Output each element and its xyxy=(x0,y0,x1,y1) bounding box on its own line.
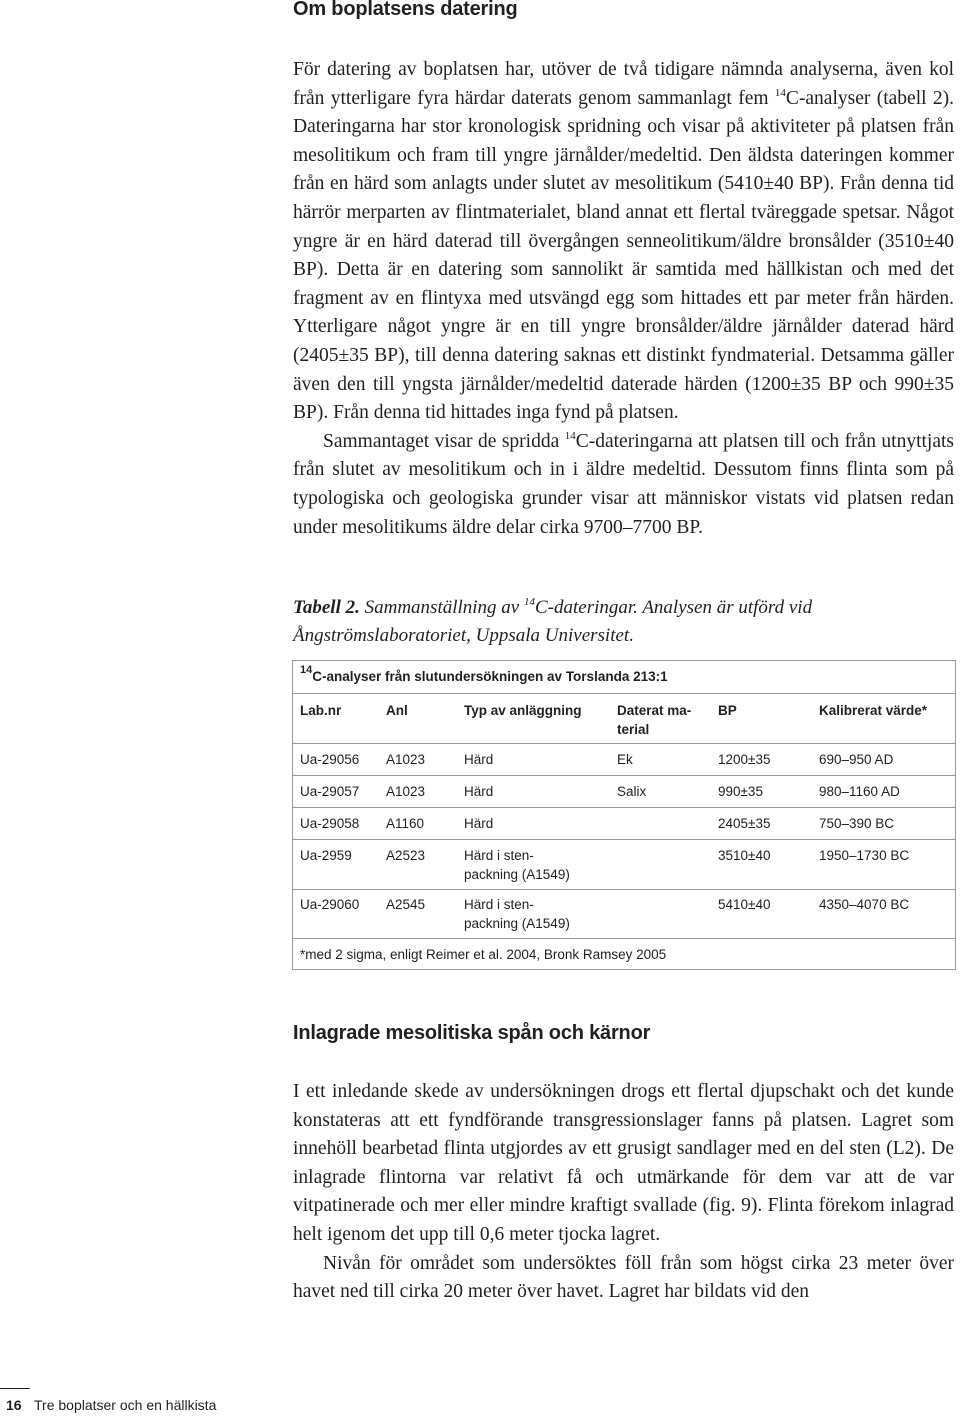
table-cell: Ua-29057 xyxy=(300,784,360,799)
header-typ: Typ av anläggning xyxy=(464,703,582,718)
table-cell: 990±35 xyxy=(718,784,763,799)
header-kalibrerat: Kalibrerat värde* xyxy=(819,703,928,718)
table-cell: A1160 xyxy=(386,816,425,831)
header-material: Daterat ma- terial xyxy=(617,703,692,737)
table-cell: A2545 xyxy=(386,897,426,912)
table-cell: A1023 xyxy=(386,784,426,799)
header-anl: Anl xyxy=(386,703,408,718)
mesolithic-paragraph-2: Nivån för området som undersöktes föll från som högst cirka 23 meter över havet ned till cirka 20 meter över havet. Lagret har bildats vid den xyxy=(293,1252,954,1303)
table-title: $^{14}$C-analyser från slutundersökningen av Torslanda 213:1 xyxy=(300,664,668,684)
table-cell: Härd i sten- packning (A1549) xyxy=(464,897,570,931)
table-cell: 1950–1730 BC xyxy=(819,848,910,863)
table-cell: Härd xyxy=(464,816,494,831)
footer-rule xyxy=(0,1388,30,1389)
table-cell: Ek xyxy=(617,752,633,767)
table-cell: Härd xyxy=(464,752,494,767)
table-cell: 4350–4070 BC xyxy=(819,897,910,912)
mesolithic-body xyxy=(293,1078,954,1307)
table-cell: Härd xyxy=(464,784,494,799)
c14-table xyxy=(292,660,956,970)
page-number: 16 xyxy=(6,1397,22,1413)
table-rule xyxy=(293,775,955,776)
table-rule xyxy=(293,938,955,939)
section-heading-dating: Om boplatsens datering xyxy=(293,0,518,20)
table-rule xyxy=(293,693,955,694)
table-rule xyxy=(293,743,955,744)
table-cell: 690–950 AD xyxy=(819,752,894,767)
header-lab-nr: Lab.nr xyxy=(300,703,342,718)
table-rule xyxy=(293,807,955,808)
table-cell: 1200±35 xyxy=(718,752,771,767)
section-heading-mesolithic: Inlagrade mesolitiska spån och kärnor xyxy=(293,1022,651,1044)
table-cell: 750–390 BC xyxy=(819,816,895,831)
table-cell: A2523 xyxy=(386,848,426,863)
table-rule xyxy=(293,839,955,840)
table-cell: 3510±40 xyxy=(718,848,771,863)
dating-paragraph-1: För datering av boplatsen har, utöver de två tidigare nämnda analyserna, även kol från ytterligare fyra härdar daterats genom sammanlagt fem $^{14}$C-analyser (tabell 2). Dateringarna har stor kronologisk spridning och visar på aktiviteter på platsen från mesolitikum och fram till yngre järnålder/medeltid. Den äldsta dateringen kommer från en härd som anlagts under slutet av mesolitikum (5410±40 BP). Från denna tid härrör merparten av flintmaterialet, bland annat ett flertal tväreggade spetsar. Något yngre är en härd daterad till övergången senneolitikum/äldre bronsålder (3510±40 BP). Detta är en datering som sannolikt är samtida med hällkistan och med det fragment av en flintyxa med utsvängd egg som hittades ett par meter från härden. Ytterligare något yngre är en till yngre bronsålder/äldre järnålder daterad härd (2405±35 BP), till denna datering saknas ett distinkt fyndmaterial. Detsamma gäller även den till yngsta järnålder/medeltid daterade härden (1200±35 BP och 990±35 BP). Från denna tid hittades inga fynd på platsen. xyxy=(293,59,955,424)
table-cell: 2405±35 xyxy=(718,816,771,831)
mesolithic-paragraph-1: I ett inledande skede av undersökningen drogs ett flertal djupschakt och det kunde konstateras att ett fyndförande transgressionslager fanns på platsen. Lagret som innehöll bearbetad flinta utgjordes av ett grusigt sandlager med en del sten (L2). De inlagrade flintorna var relativt få och utmärkande för dem var att de var vitpatinerade och mer eller mindre kraftigt svallade (fig. 9). Flinta förekom inlagrad helt igenom det upp till 0,6 meter tjocka lagret. xyxy=(293,1081,954,1245)
table-cell: Härd i sten- packning (A1549) xyxy=(464,848,570,882)
table-footnote: *med 2 sigma, enligt Reimer et al. 2004, Bronk Ramsey 2005 xyxy=(300,947,667,962)
table-caption-label: Tabell 2. xyxy=(293,597,360,618)
table-cell: Ua-29058 xyxy=(300,816,360,831)
table-cell: 5410±40 xyxy=(718,897,771,912)
table-cell: Ua-2959 xyxy=(300,848,352,863)
table-cell: 980–1160 AD xyxy=(819,784,900,799)
dating-paragraph-2: Sammantaget visar de spridda $^{14}$C-dateringarna att platsen till och från utnyttjats från slutet av mesolitikum och in i äldre medeltid. Dessutom finns flinta som på typologiska och geologiska grunder visar att människor vistats vid platsen redan under mesolitikums äldre delar cirka 9700–7700 BP. xyxy=(293,429,955,538)
table-caption: Tabell 2. Sammanställning av $^{14}$C-dateringar. Analysen är utförd vid Ångströmslaboratoriet, Uppsala Universitet. xyxy=(293,596,813,646)
table-cell: Salix xyxy=(617,784,647,799)
table-cell: Ua-29060 xyxy=(300,897,360,912)
dating-body xyxy=(293,56,954,542)
table-cell: Ua-29056 xyxy=(300,752,360,767)
table-rule xyxy=(293,889,955,890)
table-cell: A1023 xyxy=(386,752,426,767)
running-title: Tre boplatser och en hällkista xyxy=(34,1397,217,1413)
header-bp: BP xyxy=(718,703,737,718)
